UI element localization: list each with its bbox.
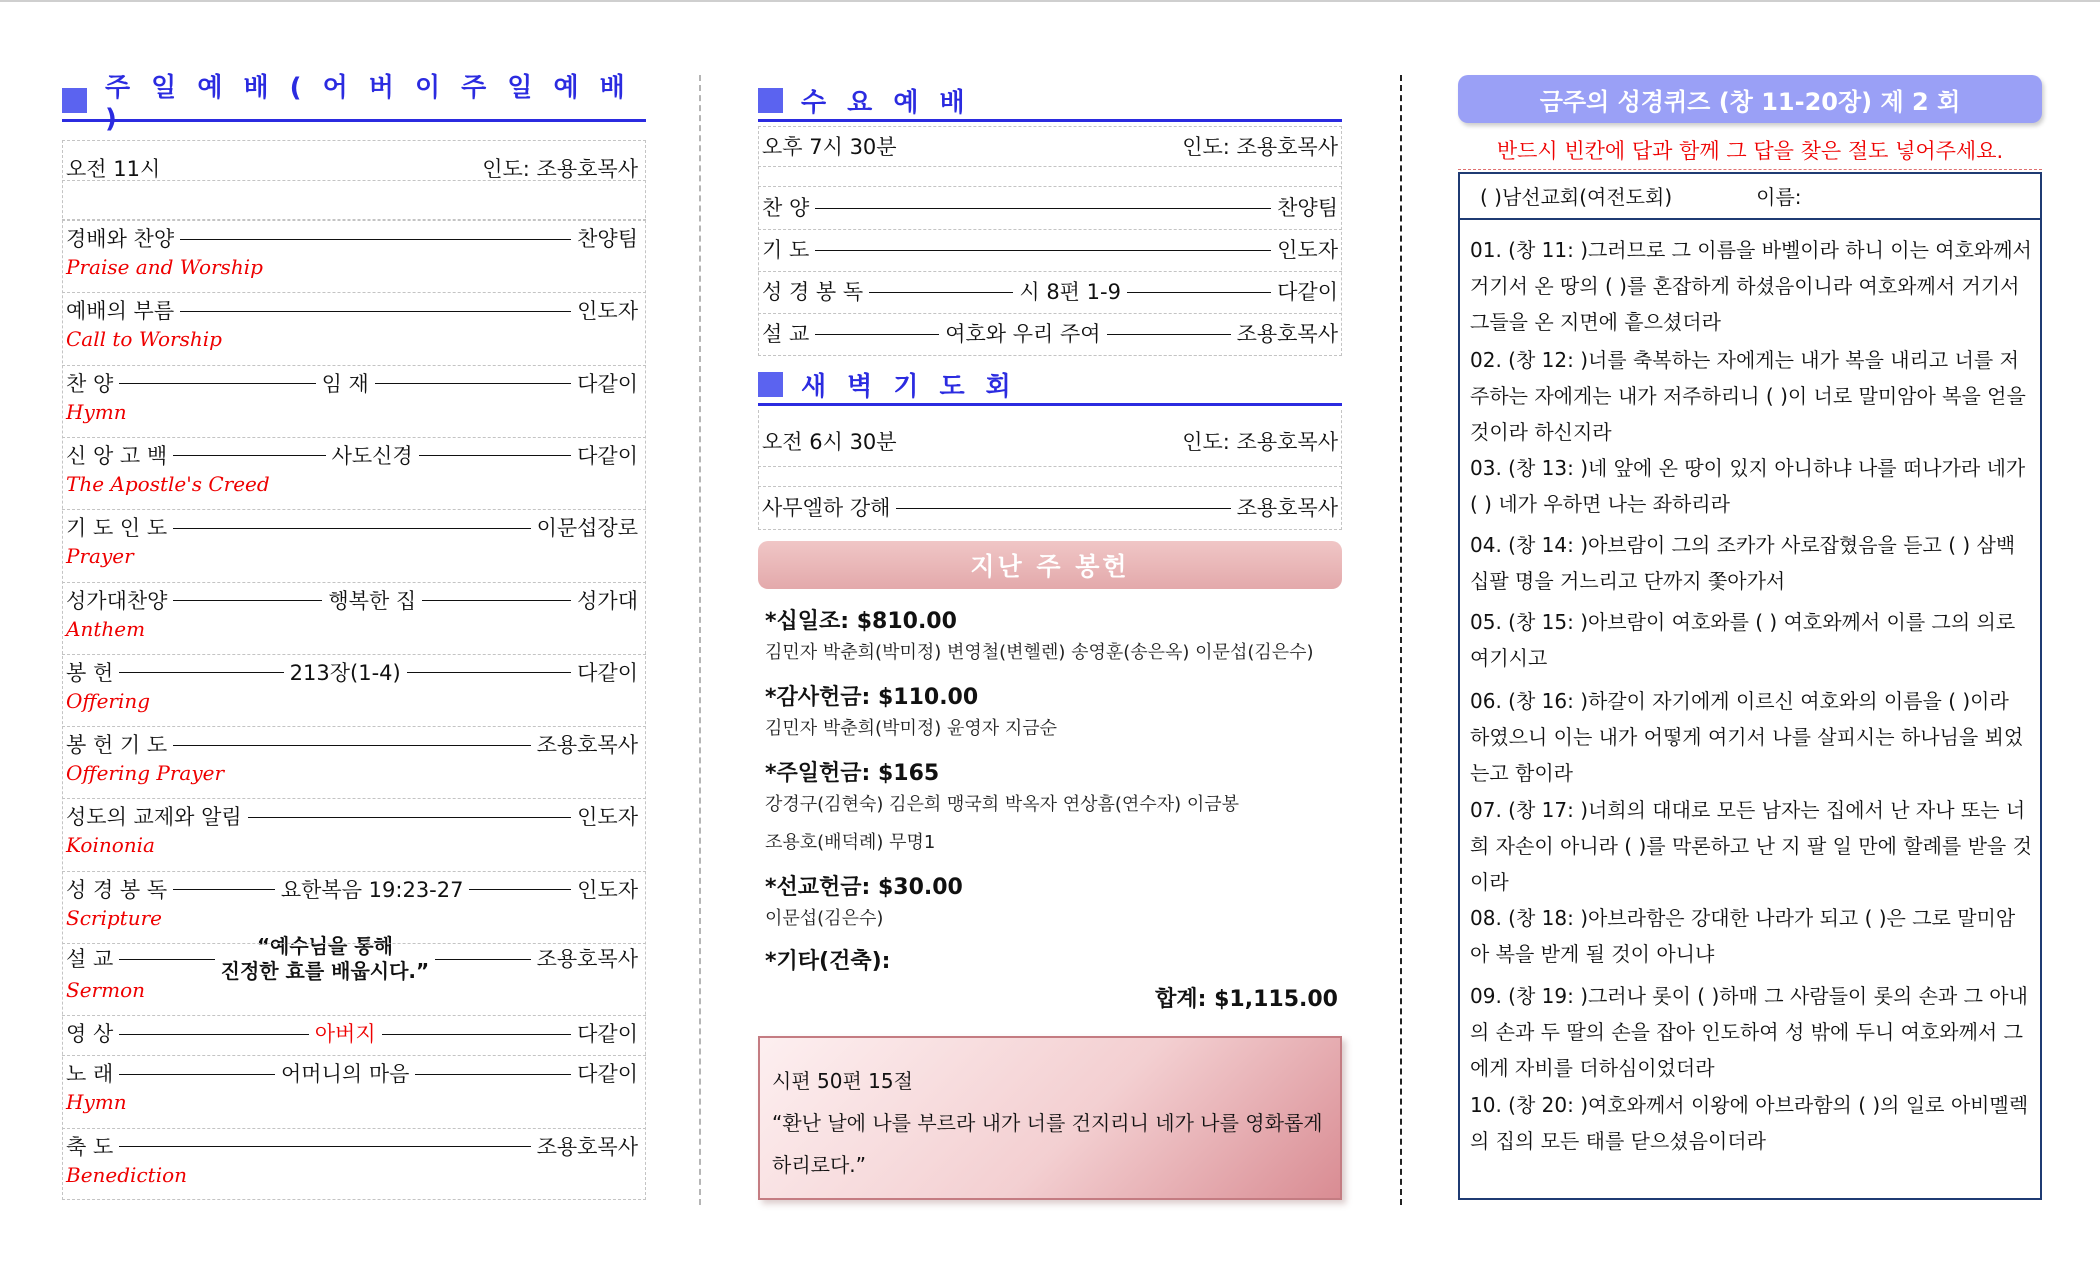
item-leader: 다같이: [577, 660, 639, 685]
leader-line: [180, 239, 571, 240]
row-divider: [62, 1055, 646, 1056]
leader-line: [1107, 334, 1231, 335]
heading-square-icon: [758, 372, 783, 397]
sunday-time-row: [66, 155, 638, 183]
verse-text: “환난 날에 나를 부르라 내가 너를 건지리니 네가 나를 영화롭게 하리로다.”: [772, 1111, 1323, 1177]
leader-line: [815, 334, 939, 335]
quiz-question: 09. (창 19: )그러나 롯이 ( )하매 그 사람들이 롯의 손과 그 아내의 손과 두 딸의 손을 잡아 인도하여 성 밖에 두니 여호와께서 그에게 자비를 더하심이었더라: [1470, 984, 2028, 1080]
order-line: [66, 803, 638, 831]
leader-line: [469, 889, 571, 890]
item-name: 노 래: [66, 1062, 114, 1087]
item-name: 설 교: [762, 322, 810, 346]
row-divider: [62, 140, 646, 141]
item-name: 찬 양: [762, 196, 810, 220]
row-divider: [758, 229, 1342, 230]
quiz-question: 02. (창 12: )너를 축복하는 자에게는 내가 복을 내리고 너를 저주하는 자에게는 내가 저주하리니 ( )이 너로 말미암아 복을 얻을 것이라 하신지라: [1470, 348, 2026, 444]
leader-line: [869, 292, 1013, 293]
item-leader: 인도자: [577, 877, 639, 902]
order-line: [66, 731, 638, 759]
leader-line: [119, 959, 214, 960]
item-name: 영 상: [66, 1022, 114, 1047]
leader-line: [119, 1146, 530, 1147]
english-label: Praise and Worship: [66, 255, 263, 279]
order-line: [66, 225, 638, 253]
english-label: Benediction: [66, 1162, 188, 1187]
english-label: Anthem: [66, 616, 146, 641]
dawn-heading-text: 새 벽 기 도 회: [801, 372, 1017, 402]
item-name: 예배의 부름: [66, 299, 175, 324]
quiz-church-field[interactable]: ( )남선교회(여전도회): [1480, 184, 1673, 209]
leader-line: [1127, 292, 1271, 293]
row-divider: [758, 166, 1342, 167]
item-leader: 조용호목사: [1236, 496, 1338, 520]
service-leader: 인도: 조용호목사: [1182, 135, 1338, 159]
quiz-entry-row: [1458, 172, 2042, 220]
row-divider: [758, 313, 1342, 314]
item-name: 경배와 찬양: [66, 227, 175, 251]
order-line: [66, 442, 638, 470]
item-leader: 인도자: [1277, 238, 1338, 262]
order-line: [762, 194, 1338, 222]
offering-category: *주일헌금: $165: [765, 761, 940, 786]
quiz-question: 01. (창 11: )그러므로 그 이름을 바벨이라 하니 이는 여호와께서 거기서 온 땅의 ( )를 혼잡하게 하셨음이니라 여호와께서 거기서 그들을 온 지면에 흩으셨더라: [1470, 238, 2032, 334]
order-line: [66, 934, 638, 984]
sunday-order-table: [62, 140, 646, 1200]
item-leader: 인도자: [577, 805, 638, 830]
leader-line: [815, 250, 1271, 251]
offering-donors: 김민자 박춘희(박미정) 윤영자 지금순: [765, 718, 1058, 739]
leader-line: [173, 889, 275, 890]
item-leader: 성가대: [577, 588, 638, 613]
english-label: Sermon: [66, 978, 145, 1002]
quiz-question: 04. (창 14: )아브람이 그의 조카가 사로잡혔음을 듣고 ( ) 삼백십팔 명을 거느리고 단까지 쫓아가서: [1470, 533, 2016, 593]
order-line: [762, 320, 1338, 348]
row-divider: [62, 582, 646, 583]
row-divider: [62, 943, 646, 944]
order-line: [762, 494, 1338, 522]
row-divider: [758, 186, 1342, 187]
row-divider: [62, 220, 646, 221]
leader-line: [119, 1034, 309, 1035]
sunday-heading-text: 주 일 예 배 ( 어 버 이 주 일 예 배 ): [105, 73, 631, 134]
item-detail: “예수님을 통해 진정한 효를 배웁시다.”: [220, 934, 430, 983]
item-detail: 어머니의 마음: [281, 1062, 410, 1087]
offering-donors: 이문섭(김은수): [765, 908, 884, 929]
item-leader: 조용호목사: [536, 1134, 638, 1159]
service-time: 오후 7시 30분: [762, 135, 897, 159]
leader-line: [173, 600, 322, 601]
row-divider: [62, 365, 646, 366]
dawn-heading: [758, 366, 1342, 406]
leader-line: [415, 1074, 571, 1075]
item-detail: 시 8편 1-9: [1019, 280, 1121, 304]
english-label: Hymn: [66, 399, 127, 424]
english-label: Koinonia: [66, 833, 155, 858]
order-line: [66, 876, 638, 904]
quiz-question: 05. (창 15: )아브람이 여호와를 ( ) 여호와께서 이를 그의 의로 여기시고: [1470, 610, 2016, 670]
order-line: [66, 514, 638, 542]
item-detail: 아버지: [314, 1022, 376, 1047]
row-divider: [758, 271, 1342, 272]
item-detail: 여호와 우리 주여: [945, 322, 1101, 346]
quiz-question: 07. (창 17: )너희의 대대로 모든 남자는 집에서 난 자나 또는 너희 자손이 아니라 ( )를 막론하고 난 지 팔 일 만에 할례를 받을 것이라: [1470, 798, 2032, 894]
offering-category: *선교헌금: $30.00: [765, 875, 963, 900]
offering-category: *십일조: $810.00: [765, 609, 957, 634]
column-divider-2: [1400, 75, 1402, 1205]
quiz-question: 03. (창 13: )네 앞에 온 땅이 있지 아니하냐 나를 떠나가라 네가 ( ) 네가 우하면 나는 좌하리라: [1470, 456, 2026, 516]
top-rule: [0, 0, 2100, 2]
item-name: 성가대찬양: [66, 588, 168, 613]
quiz-question: 06. (창 16: )하갈이 자기에게 이르신 여호와의 이름을 ( )이라 하였으니 이는 내가 어떻게 여기서 나를 살피시는 하나님을 뵈었는고 함이라: [1470, 689, 2024, 785]
leader-line: [375, 383, 571, 384]
verse-box: [758, 1036, 1342, 1200]
row-divider: [758, 126, 1342, 127]
leader-line: [419, 455, 571, 456]
row-divider: [62, 654, 646, 655]
leader-line: [119, 672, 283, 673]
heading-square-icon: [758, 88, 783, 113]
quiz-question: 08. (창 18: )아브라함은 강대한 나라가 되고 ( )은 그로 말미암아 복을 받게 될 것이 아니냐: [1470, 906, 2016, 966]
leader-line: [422, 600, 571, 601]
row-divider: [62, 509, 646, 510]
item-detail: 요한복음 19:23-27: [280, 877, 464, 902]
item-detail: 임 재: [321, 371, 369, 396]
row-divider: [62, 437, 646, 438]
sunday-heading: [62, 73, 646, 134]
item-leader: 다같이: [577, 443, 638, 468]
offering-category: *기타(건축):: [765, 949, 891, 974]
quiz-name-field[interactable]: 이름:: [1756, 184, 1802, 209]
row-divider: [62, 871, 646, 872]
english-label: Call to Worship: [66, 327, 222, 352]
item-name: 성 경 봉 독: [66, 877, 168, 902]
item-name: 성도의 교제와 알림: [66, 805, 242, 830]
offering-donors: 강경구(김현숙) 김은희 맹국희 박옥자 연상흠(연수자) 이금봉 조용호(배덕례) 무명1: [765, 794, 1240, 853]
leader-line: [435, 959, 530, 960]
english-label: Hymn: [66, 1090, 127, 1115]
quiz-question: 10. (창 20: )여호와께서 이왕에 아브라함의 ( )의 일로 아비멜렉의 집의 모든 태를 닫으셨음이더라: [1470, 1093, 2029, 1153]
item-leader: 인도자: [577, 299, 638, 324]
offering-total: 합계: $1,115.00: [1155, 987, 1338, 1012]
order-line: [66, 587, 638, 615]
verse-reference: 시편 50편 15절: [772, 1069, 913, 1093]
row-divider: [62, 292, 646, 293]
order-line: [66, 297, 638, 325]
item-name: 신 앙 고 백: [66, 443, 168, 468]
item-detail: 행복한 집: [328, 588, 417, 613]
item-name: 설 교: [66, 947, 114, 971]
leader-line: [382, 1034, 572, 1035]
item-leader: 다같이: [1277, 280, 1338, 304]
service-leader: 인도: 조용호목사: [1182, 430, 1338, 454]
service-leader: 인도: 조용호목사: [482, 157, 638, 181]
order-line: [66, 1133, 638, 1161]
row-divider: [758, 355, 1342, 356]
item-leader: 조용호목사: [1236, 322, 1339, 346]
quiz-instruction: 반드시 빈칸에 답과 함께 그 답을 찾은 절도 넣어주세요.: [1458, 130, 2042, 170]
item-leader: 다같이: [577, 1062, 639, 1087]
wednesday-heading: [758, 82, 1342, 122]
item-leader: 조용호목사: [536, 733, 638, 758]
leader-line: [119, 383, 315, 384]
order-line: [66, 1060, 638, 1088]
row-divider: [62, 180, 646, 181]
quiz-title: 금주의 성경퀴즈 (창 11-20장) 제 2 회: [1458, 75, 2042, 123]
item-name: 봉 헌 기 도: [66, 733, 168, 758]
row-divider: [758, 486, 1342, 487]
wednesday-heading-text: 수 요 예 배: [801, 88, 971, 118]
leader-line: [815, 208, 1271, 209]
offering-donors: 김민자 박춘희(박미정) 변영철(변헬렌) 송영훈(송은옥) 이문섭(김은수): [765, 642, 1314, 663]
leader-line: [180, 311, 571, 312]
offering-heading: 지난 주 봉헌: [758, 541, 1342, 589]
column-divider-1: [699, 75, 701, 1205]
item-leader: 다같이: [577, 371, 639, 396]
item-name: 찬 양: [66, 371, 114, 396]
item-name: 성 경 봉 독: [762, 280, 864, 304]
heading-square-icon: [62, 88, 87, 113]
row-divider: [62, 1128, 646, 1129]
english-label: Prayer: [66, 544, 134, 569]
item-name: 사무엘하 강해: [762, 496, 891, 520]
item-leader: 찬양팀: [1277, 196, 1338, 220]
dawn-time-row: [762, 428, 1338, 456]
order-line: [66, 370, 638, 398]
wednesday-time-row: [762, 133, 1338, 161]
item-leader: 이문섭장로: [536, 516, 638, 541]
leader-line: [407, 672, 571, 673]
leader-line: [173, 528, 530, 529]
english-label: Offering: [66, 688, 151, 713]
item-name: 축 도: [66, 1134, 114, 1159]
english-label: Offering Prayer: [66, 761, 225, 786]
leader-line: [119, 1074, 275, 1075]
leader-line: [248, 817, 572, 818]
order-line: [66, 1020, 638, 1048]
item-name: 봉 헌: [66, 660, 114, 685]
item-leader: 다같이: [577, 1022, 638, 1047]
english-label: The Apostle's Creed: [66, 471, 270, 496]
leader-line: [173, 745, 530, 746]
item-detail: 사도신경: [331, 443, 413, 468]
leader-line: [173, 455, 325, 456]
order-line: [762, 236, 1338, 264]
item-leader: 찬양팀: [577, 227, 638, 251]
order-line: [762, 278, 1338, 306]
row-divider: [62, 798, 646, 799]
service-time: 오전 11시: [66, 157, 161, 181]
leader-line: [896, 508, 1230, 509]
service-time: 오전 6시 30분: [762, 430, 897, 454]
item-name: 기 도 인 도: [66, 516, 168, 541]
english-label: Scripture: [66, 905, 162, 930]
row-divider: [62, 1015, 646, 1016]
item-name: 기 도: [762, 238, 810, 262]
offering-category: *감사헌금: $110.00: [765, 685, 979, 710]
item-detail: 213장(1-4): [289, 660, 401, 685]
item-leader: 조용호목사: [536, 947, 638, 971]
order-line: [66, 659, 638, 687]
row-divider: [758, 466, 1342, 467]
row-divider: [62, 726, 646, 727]
